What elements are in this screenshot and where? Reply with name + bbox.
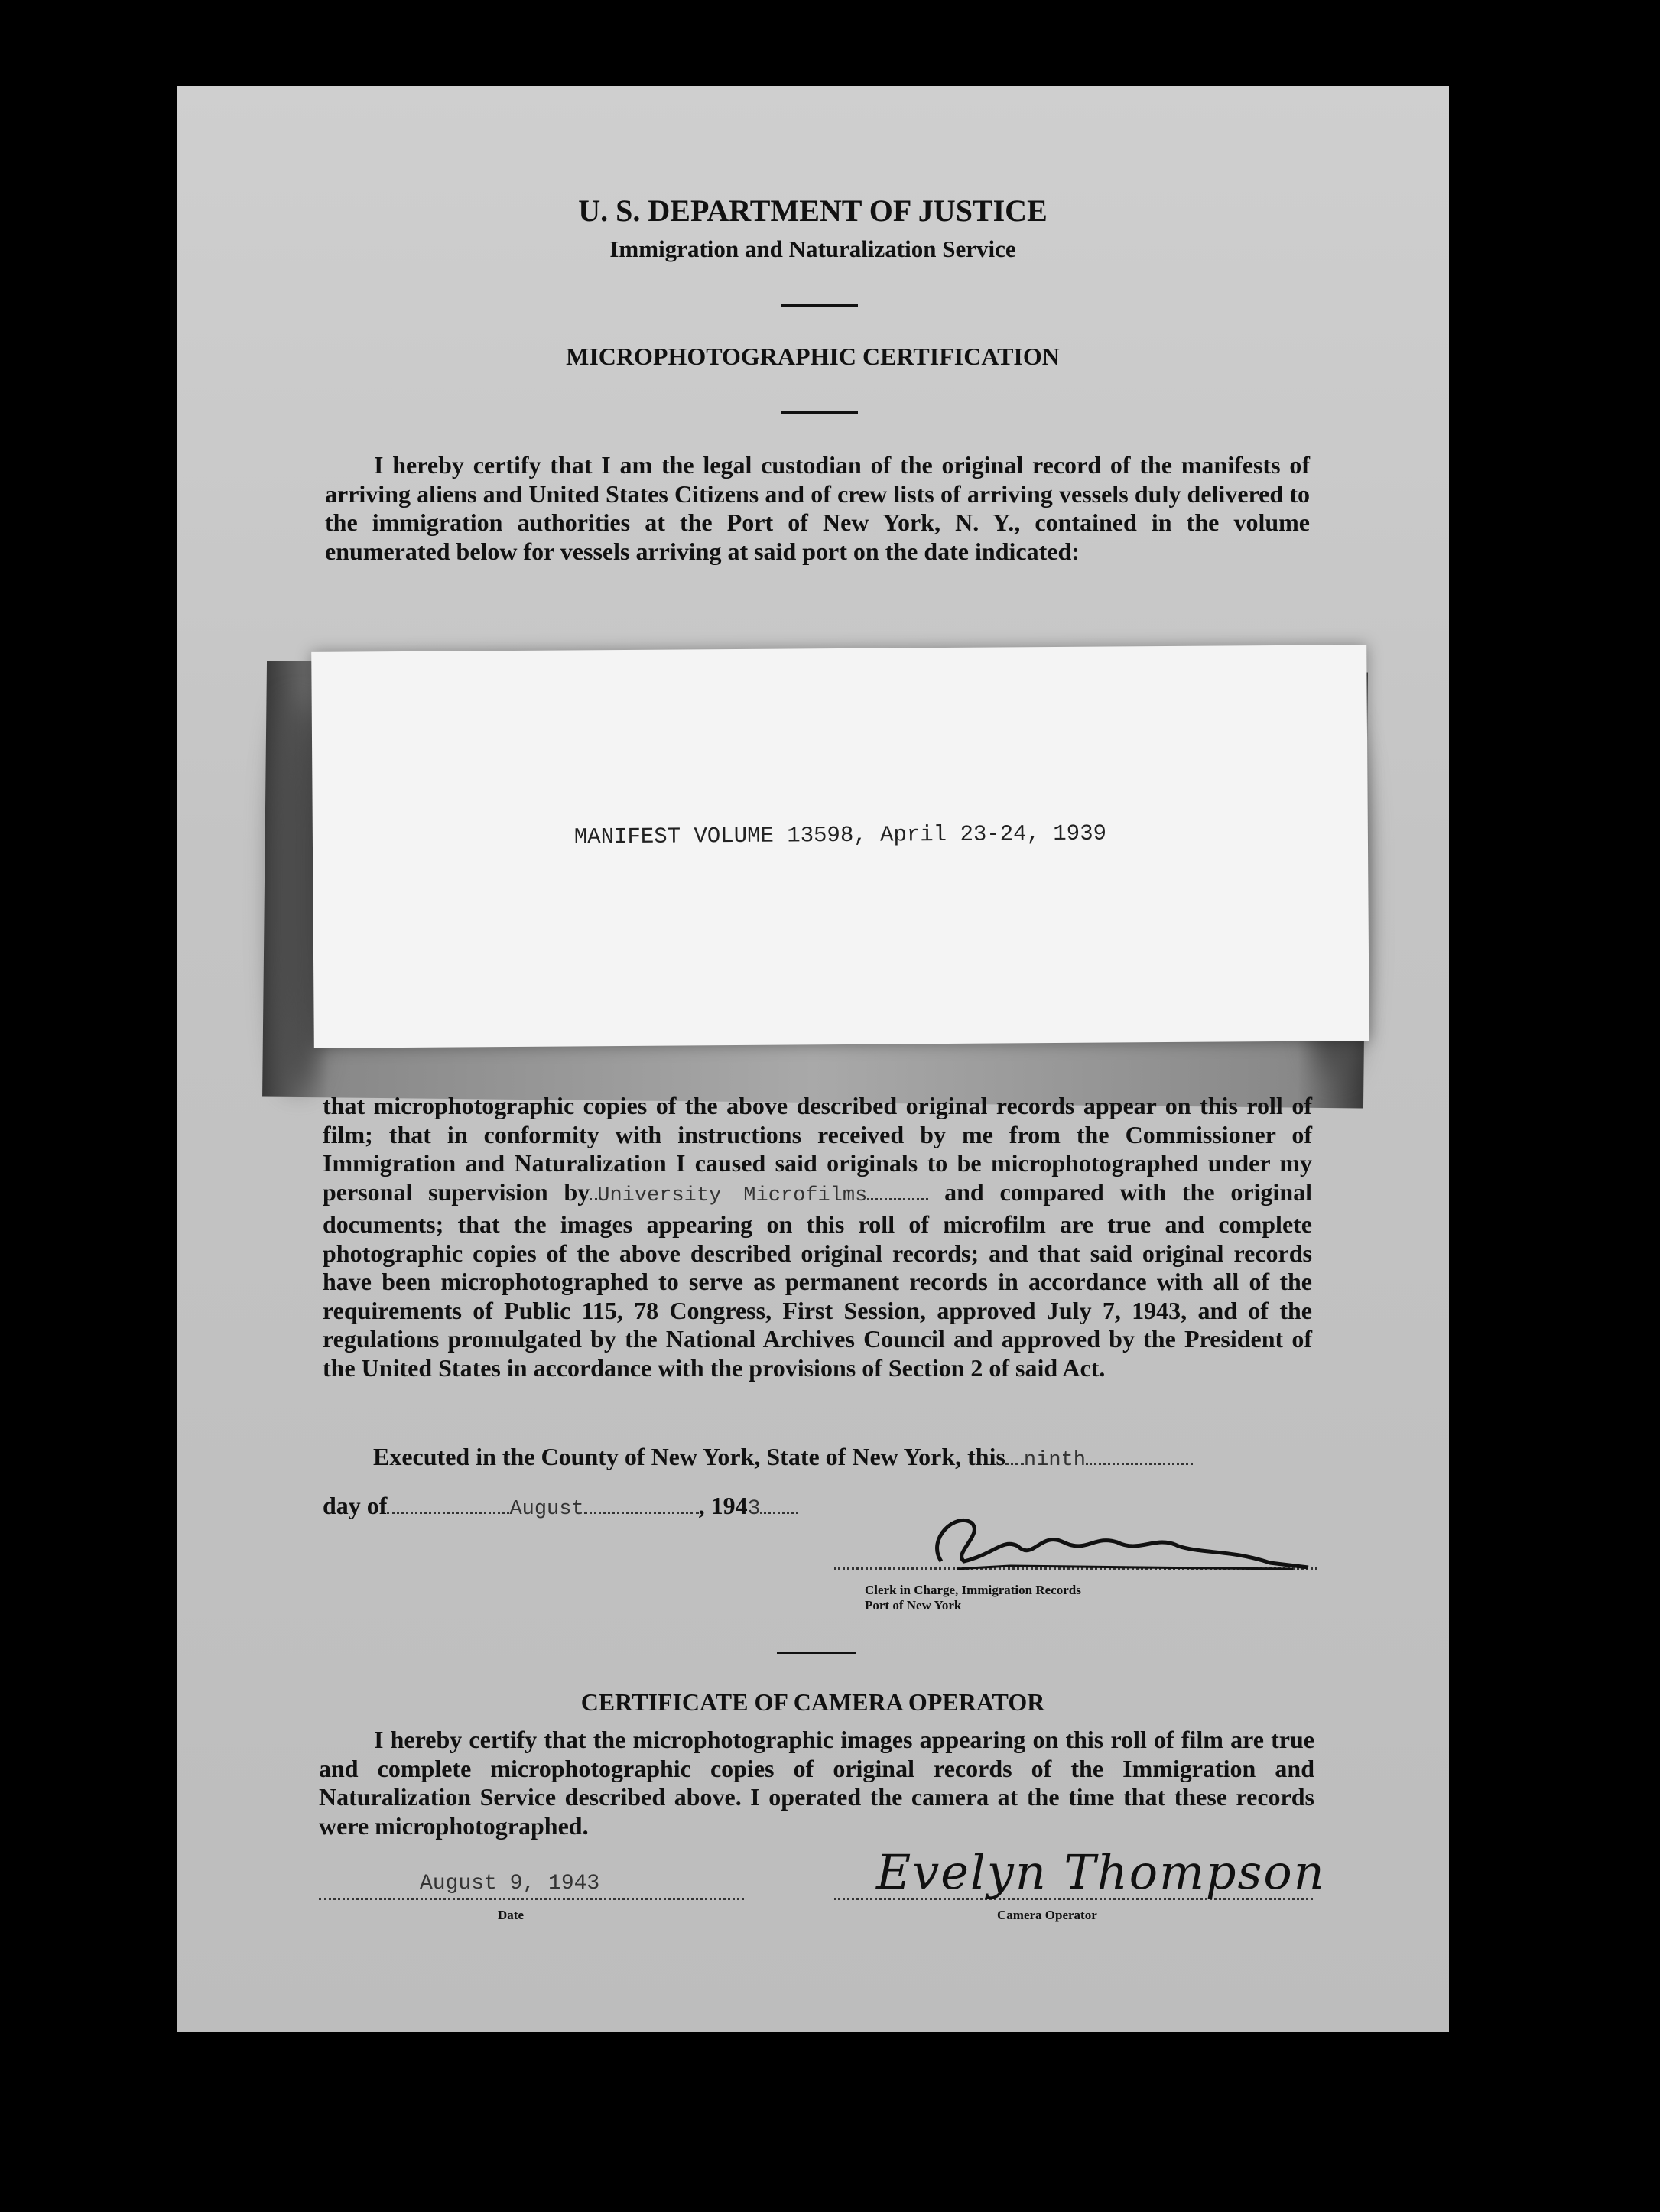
- certificate-page: [177, 86, 1449, 2032]
- body-paragraph: [323, 1092, 1312, 1382]
- body-text-part2: and compared with the original documents; that the images appearing on this roll of microfilm are true and complete photographic copies of the above described original records; and that said original records have been microphotographed to serve as permanent records in accordance with all of the requirements of Public 115, 78 Congress, First Session, approved July 7, 1943, and of the regulations promulgated by the National Archives Council and approved by the President of the United States in accordance with the provisions of Section 2 of said Act.: [323, 1177, 1313, 1382]
- executed-month-field: August: [509, 1498, 584, 1521]
- intro-paragraph: I hereby certify that I am the legal custodian of the original record of the manifests of arriving aliens and United States Citizens and of crew lists of arriving vessels duly delivered to the immigration authorities at the Port of New York, N. Y., contained in the volume enumerated below for vessels arriving at said port on the date indicated:: [325, 451, 1310, 565]
- clerk-signature-icon: [911, 1508, 1324, 1584]
- executed-prefix: Executed in the County of New York, State of New York, this: [373, 1443, 1005, 1470]
- executed-line: [373, 1443, 1312, 1476]
- camera-certificate-text: I hereby certify that the microphotographic images appearing on this roll of film are true and complete microphotographic copies of original records of the Immigration and Naturalization Service described above. I operated the camera at the time that these records were microphotographed.: [319, 1726, 1314, 1840]
- volume-card: [311, 645, 1369, 1048]
- certification-title: MICROPHOTOGRAPHIC CERTIFICATION: [566, 343, 1060, 370]
- camera-operator-label: Camera Operator: [997, 1908, 1097, 1922]
- camera-certificate-title: CERTIFICATE OF CAMERA OPERATOR: [580, 1688, 1045, 1716]
- divider-rule: [781, 411, 858, 414]
- volume-label: MANIFEST VOLUME 13598, April 23-24, 1939: [573, 820, 1107, 850]
- department-heading: U. S. DEPARTMENT OF JUSTICE: [578, 193, 1048, 228]
- day-of-label: day of: [323, 1492, 388, 1519]
- executed-year-digit: 3: [747, 1497, 761, 1521]
- microfilm-company-field: University Microfilms: [597, 1184, 868, 1207]
- divider-rule: [777, 1652, 856, 1654]
- executed-date-line: [323, 1492, 1011, 1525]
- year-prefix: , 194: [698, 1492, 748, 1519]
- date-label: Date: [498, 1908, 524, 1922]
- clerk-title: Clerk in Charge, Immigration Records Port of New York: [865, 1583, 1081, 1613]
- divider-rule: [781, 304, 858, 307]
- certificate-date-field: August 9, 1943: [420, 1872, 600, 1895]
- operator-signature: Evelyn Thompson: [876, 1844, 1326, 1900]
- date-line: [319, 1898, 744, 1900]
- body-text-part1: that microphotographic copies of the above described original records appear on this roll of film; that in conformity with instructions received by me from the Commissioner of Immigration and Naturalization I caused said originals to be microphotographed under my personal supervision by: [323, 1092, 1312, 1206]
- executed-day-field: ninth: [1023, 1449, 1086, 1472]
- service-subheading: Immigration and Naturalization Service: [609, 235, 1016, 262]
